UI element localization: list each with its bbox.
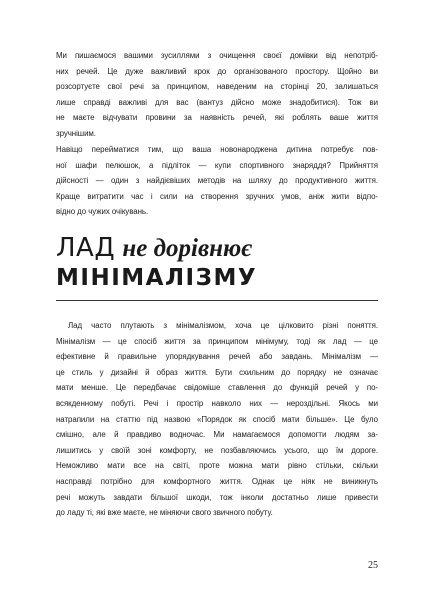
paragraph-minimalism-line: мати менше. Це передбачає свідоміше ставлення до функцій речей у по- (56, 383, 378, 393)
paragraph-acceptance-line: Краще витратити час і сили на створення зручних умов, аніж жити відпо- (56, 191, 378, 201)
page-number: 25 (368, 560, 378, 571)
paragraph-acceptance-line: дійсності — один з найдієвіших методів на шляху до продуктивного життя. (56, 176, 378, 186)
paragraph-acceptance-line: ної шафи пелюшок, а підліток — купи спортивного знаряддя? Прийняття (56, 160, 378, 170)
paragraph-minimalism-line: насправді потрібно для комфортного життя. Однак це ніяк не виникнуть (56, 476, 378, 486)
paragraph-acceptance (56, 142, 378, 220)
heading-italic-phrase: не дорівнює (122, 235, 252, 262)
paragraph-minimalism-line: Мінімалізм — це спосіб життя за принципом мінімуму, тоді як лад — це (56, 336, 378, 346)
heading-word-lad: ЛАД (56, 233, 116, 263)
paragraph-intro-line: них речей. Це дуже важливий крок до організованого простору. Щойно ви (56, 66, 378, 76)
heading-divider (56, 300, 378, 301)
paragraph-minimalism-line: смішно, але й правдиво водночас. Ми намагаємося допомогти людям за- (56, 430, 378, 440)
paragraph-minimalism-line: ефективне й правильне упорядкування речей або завдань. Мінімалізм — (56, 352, 378, 362)
paragraph-minimalism (56, 318, 378, 521)
paragraph-minimalism-line: до ладу ті, які вже маєте, не міняючи свого звичного побуту. (56, 508, 273, 518)
paragraph-intro-line: лише справді важливі для вас (вантуз дійсно може знадобитися). Тож ви (56, 97, 378, 107)
paragraph-intro-line: розсортуєте свої речі за принципом, наведеним на сторінці 20, залишаться (56, 82, 378, 92)
section-heading (56, 234, 257, 290)
paragraph-minimalism-line: натрапили на статтю під назвою «Порядок як спосіб мати більше». Це було (56, 414, 378, 424)
paragraph-intro-line: Ми пишаємося вашими зусиллями з очищення своєї домівки від непотріб- (56, 51, 378, 60)
paragraph-minimalism-line: Неможливо мати все на світі, проте можна мати рівно стільки, скільки (56, 461, 378, 471)
paragraph-intro-line: зручнішим. (56, 128, 96, 138)
paragraph-acceptance-line: Навіщо перейматися тим, що ваша новонароджена дитина потребує пов- (56, 145, 378, 154)
paragraph-intro (56, 48, 378, 142)
paragraph-minimalism-line: Лад часто плутають з мінімалізмом, хоча це цілковито різні поняття. (68, 321, 378, 330)
paragraph-minimalism-line: всякденному побуті. Речі і простір навколо них — нероздільні. Якось ми (56, 398, 378, 408)
paragraph-acceptance-line: відно до чужих очікувань. (56, 207, 149, 217)
section-heading-line-2: МІНІМАЛІЗМУ (56, 265, 258, 291)
section-heading-line-1 (56, 234, 257, 261)
paragraph-minimalism-line: лишитись у своїй зоні комфорту, не позбавляючись усього, що їм дороге. (56, 445, 378, 455)
paragraph-minimalism-line: речі можуть завдати більшої шкоди, тож інколи достатньо лише привести (56, 492, 378, 502)
paragraph-minimalism-line: це стиль у дизайні й образ життя. Бути схильним до порядку не означає (56, 367, 378, 377)
paragraph-intro-line: не маєте відчувати провини за наявність речей, які роблять ваше життя (56, 113, 378, 123)
